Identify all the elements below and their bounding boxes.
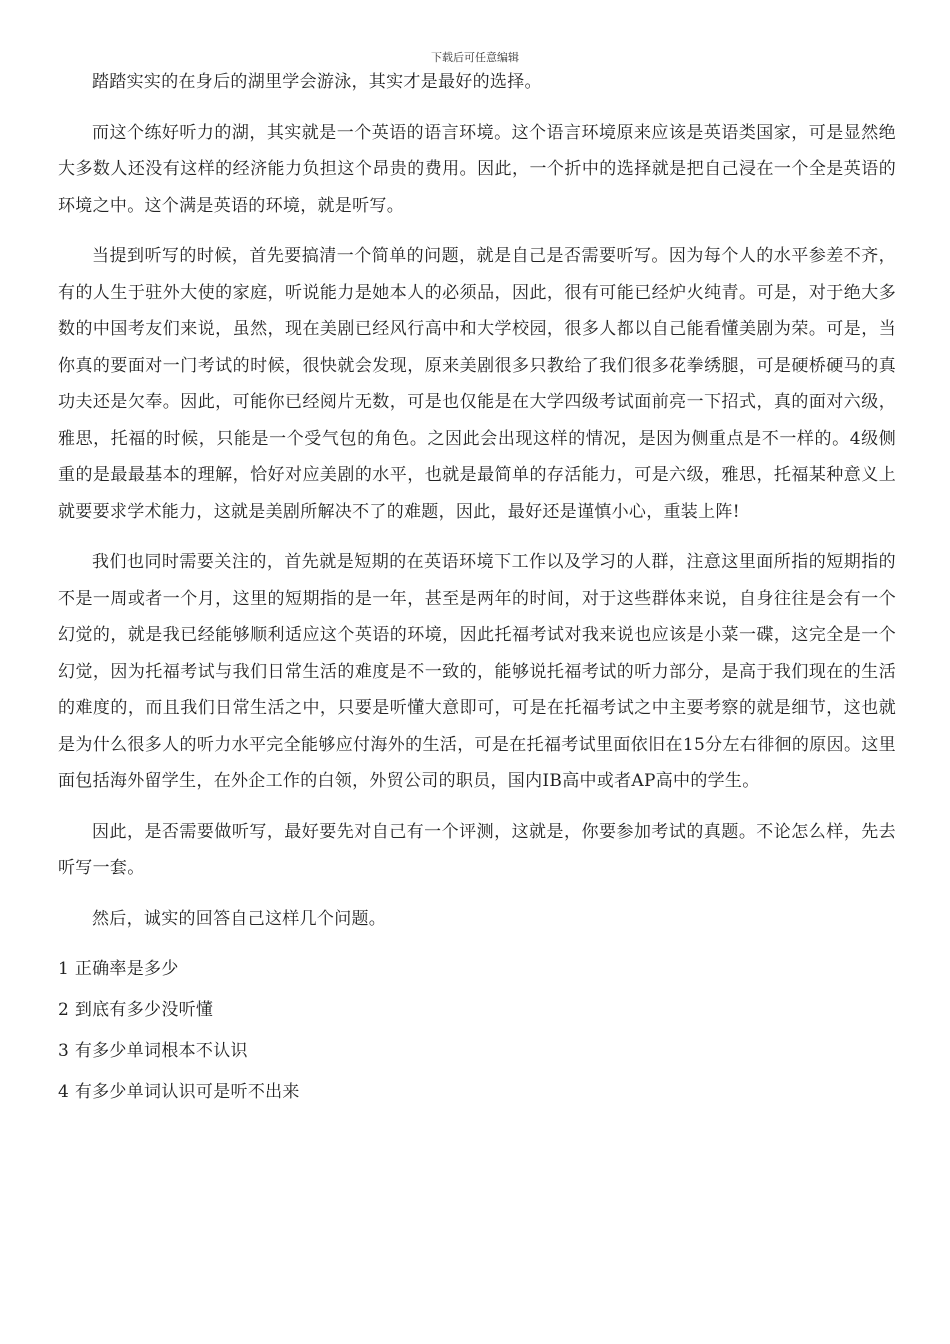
- list-item: 1 正确率是多少: [58, 959, 179, 979]
- list-item: 4 有多少单词认识可是听不出来: [58, 1082, 300, 1102]
- paragraph: 然后，诚实的回答自己这样几个问题。: [92, 908, 387, 929]
- list-item: 2 到底有多少没听懂: [58, 1000, 214, 1020]
- question-list: [58, 949, 896, 1113]
- paragraph: 因此，是否需要做听写，最好要先对自己有一个评测，这就是，你要参加考试的真题。不论怎么样，先去听写一套。: [58, 821, 896, 878]
- page-header: 下载后可任意编辑: [431, 51, 519, 64]
- list-item: 3 有多少单词根本不认识: [58, 1041, 248, 1061]
- paragraph: 当提到听写的时候，首先要搞清一个简单的问题，就是自己是否需要听写。因为每个人的水平参差不齐，有的人生于驻外大使的家庭，听说能力是她本人的必须品，因此，很有可能已经炉火纯青。可是，对于绝大多数的中国考友们来说，虽然，现在美剧已经风行高中和大学校园，很多人都以自己能看懂美剧为荣。可是，当你真的要面对一门考试的时候，很快就会发现，原来美剧很多只教给了我们很多花拳绣腿，可是硬桥硬马的真功夫还是欠奉。因此，可能你已经阅片无数，可是也仅能是在大学四级考试面前亮一下招式，真的面对六级，雅思，托福的时候，只能是一个受气包的角色。之因此会出现这样的情况，是因为侧重点是不一样的。4级侧重的是最最基本的理解，恰好对应美剧的水平，也就是最简单的存活能力，可是六级，雅思，托福某种意义上就要要求学术能力，这就是美剧所解决不了的难题，因此，最好还是谨慎小心，重装上阵!: [58, 246, 896, 522]
- paragraph: 而这个练好听力的湖，其实就是一个英语的语言环境。这个语言环境原来应该是英语类国家，可是显然绝大多数人还没有这样的经济能力负担这个昂贵的费用。因此，一个折中的选择就是把自己浸在一个全是英语的环境之中。这个满是英语的环境，就是听写。: [58, 122, 896, 216]
- document-body: [58, 64, 896, 1113]
- paragraph: 踏踏实实的在身后的湖里学会游泳，其实才是最好的选择。: [92, 72, 542, 92]
- paragraph: 我们也同时需要关注的，首先就是短期的在英语环境下工作以及学习的人群，注意这里面所指的短期指的不是一周或者一个月，这里的短期指的是一年，甚至是两年的时间，对于这些群体来说，自身往往是会有一个幻觉的，就是我已经能够顺利适应这个英语的环境，因此托福考试对我来说也应该是小菜一碟，这完全是一个幻觉，因为托福考试与我们日常生活的难度是不一致的，能够说托福考试的听力部分，是高于我们现在的生活的难度的，而且我们日常生活之中，只要是听懂大意即可，可是在托福考试之中主要考察的就是细节，这也就是为什么很多人的听力水平完全能够应付海外的生活，可是在托福考试里面依旧在15分左右徘徊的原因。这里面包括海外留学生，在外企工作的白领，外贸公司的职员，国内IB高中或者AP高中的学生。: [58, 552, 896, 791]
